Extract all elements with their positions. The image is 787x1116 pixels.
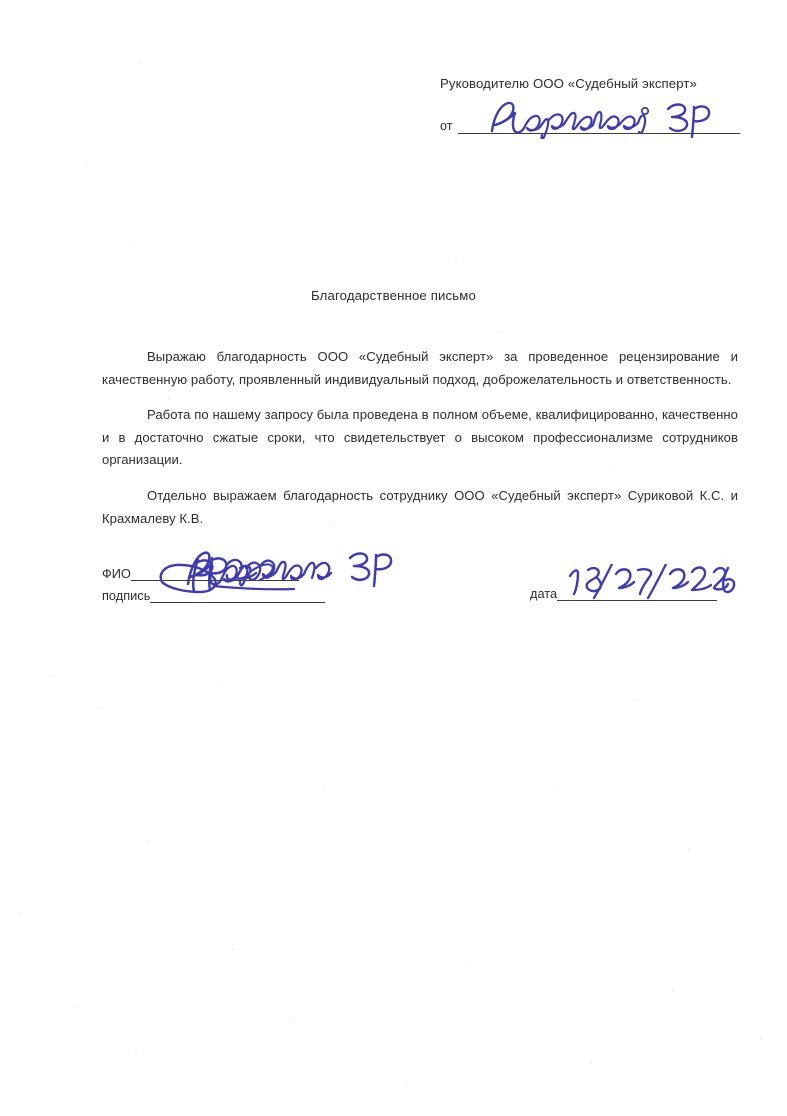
- date-field-rule: [557, 586, 717, 601]
- signature-field-rule: [150, 588, 325, 603]
- body-paragraph: Работа по нашему запросу была проведена в полном объеме, квалифицированно, качественно и в достаточно сжатые сроки, что свидетельствует о высоком профессионализме сотрудников организации.: [102, 407, 738, 468]
- from-field-rule: [458, 118, 741, 134]
- date-label: дата: [530, 586, 558, 601]
- letter-body: [102, 346, 738, 530]
- date-field-row: [530, 586, 717, 601]
- fio-field-row: [102, 566, 299, 581]
- signature-block: [102, 560, 738, 620]
- fio-label: ФИО: [102, 566, 131, 581]
- document-title: Благодарственное письмо: [310, 288, 476, 303]
- signature-label: подпись: [102, 588, 151, 603]
- body-paragraph: Выражаю благодарность ООО «Судебный эксперт» за проведенное рецензирование и качественную работу, проявленный индивидуальный подход, доброжелательность и ответственность.: [102, 349, 738, 387]
- from-field-row: [440, 118, 740, 134]
- fio-field-rule: [131, 566, 299, 581]
- signature-field-row: [102, 588, 325, 603]
- body-paragraph: Отдельно выражаем благодарность сотруднику ООО «Судебный эксперт» Суриковой К.С. и Крахмалеву К.В.: [102, 487, 738, 526]
- from-label: от: [440, 119, 453, 133]
- addressee-line: Руководителю ООО «Судебный эксперт»: [440, 76, 697, 91]
- addressee-block: [440, 74, 740, 134]
